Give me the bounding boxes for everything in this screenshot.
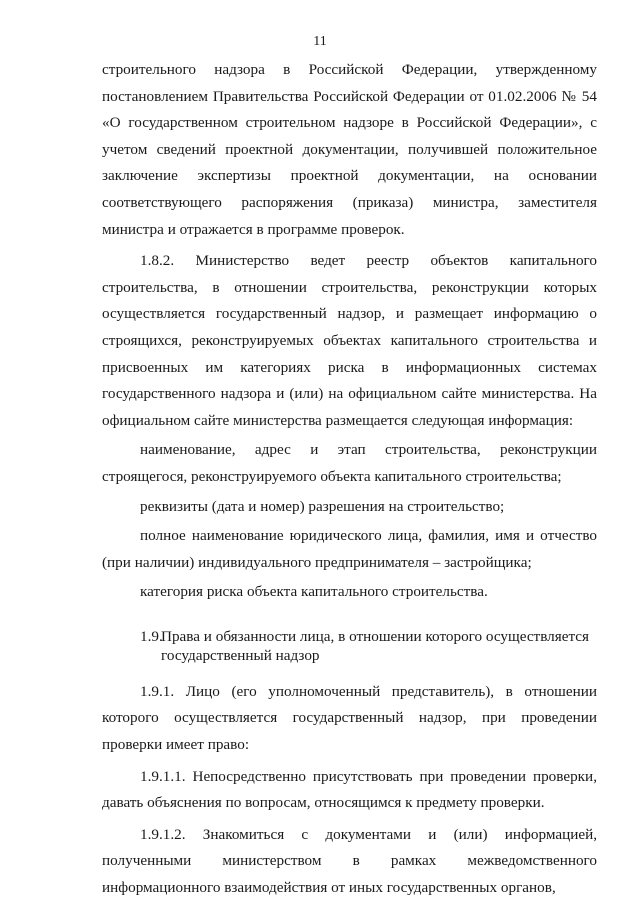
- list-item-permit-details: реквизиты (дата и номер) разрешения на строительство;: [140, 497, 505, 515]
- list-item-name-address: наименование, адрес и этап строительства, реконструкции строящегося, реконструируемого объекта капитального строительства;: [102, 441, 597, 485]
- document-body: [102, 57, 597, 902]
- paragraph-1-9-1: 1.9.1. Лицо (его уполномоченный представитель), в отношении которого осуществляется государственный надзор, при проведении проверки имеет право:: [102, 682, 597, 754]
- paragraph-1-9-1-2: 1.9.1.2. Знакомиться с документами и (или) информацией, полученными министерством в рамках межведомственного информационного взаимодействия от иных государственных органов,: [102, 825, 597, 897]
- list-item-risk-category: категория риска объекта капитального строительства.: [140, 583, 488, 601]
- section-number: 1.9.: [140, 627, 163, 645]
- list-item-developer-name: полное наименование юридического лица, фамилия, имя и отчество (при наличии) индивидуального предпринимателя – застройщика;: [102, 527, 597, 571]
- section-title-line1: Права и обязанности лица, в отношении которого осуществляется: [161, 627, 590, 645]
- paragraph-continuation: строительного надзора в Российской Федерации, утвержденному постановлением Правительства Российской Федерации от 01.02.2006 № 54 «О государственном строительном надзоре в Российской Федерации», с учетом сведений проектной документации, получившей положительное заключение экспертизы проектной документации, на основании соответствующего распоряжения (приказа) министра, заместителя министра и отражается в программе проверок.: [102, 61, 597, 238]
- page-number: 11: [313, 34, 327, 49]
- paragraph-1-9-1-1: 1.9.1.1. Непосредственно присутствовать при проведении проверки, давать объяснения по вопросам, относящимся к предмету проверки.: [102, 767, 597, 812]
- paragraph-1-8-2: 1.8.2. Министерство ведет реестр объектов капитального строительства, в отношении строительства, реконструкции которых осуществляется государственный надзор, и размещает информацию о строящихся, реконструируемых объектах капитального строительства и присвоенных им категориях риска в информационных системах государственного надзора и (или) на официальном сайте министерства. На официальном сайте министерства размещается следующая информация:: [102, 252, 597, 429]
- section-heading-1-9: [102, 627, 597, 665]
- section-title-line2: государственный надзор: [161, 646, 320, 664]
